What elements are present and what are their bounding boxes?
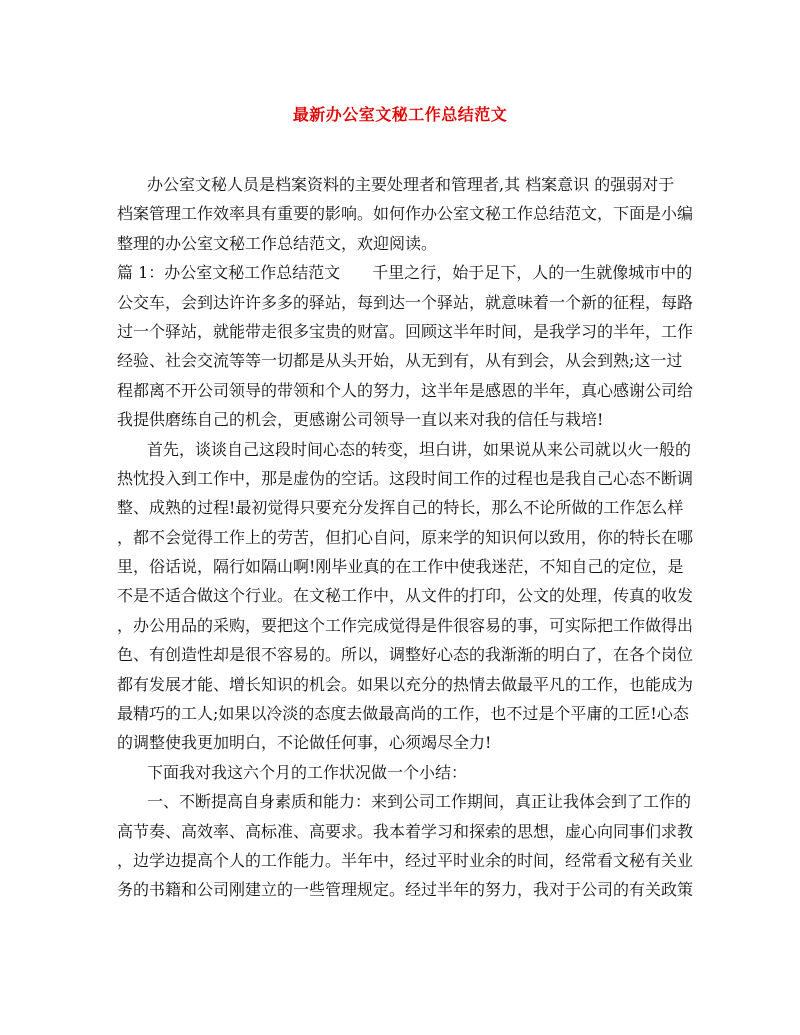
- text-line: 我提供磨练自己的机会，更感谢公司领导一直以来对我的信任与栽培!: [117, 410, 604, 430]
- text-line: ，都不会觉得工作上的劳苦，但扪心自问，原来学的知识何以致用，你的特长在哪: [117, 527, 694, 547]
- text-line: 过一个驿站，就能带走很多宝贵的财富。回顾这半年时间，是我学习的半年，工作: [117, 321, 694, 341]
- text-line: ，办公用品的采购，要把这个工作完成觉得是件很容易的事，可实际把工作做得出: [117, 615, 694, 635]
- document-body: [117, 170, 694, 905]
- text-line: ，边学边提高个人的工作能力。半年中，经过平时业余的时间，经常看文秘有关业: [117, 850, 694, 870]
- text-line: 色、有创造性却是很不容易的。所以，调整好心态的我渐渐的明白了，在各个岗位: [117, 645, 694, 665]
- text-line: 经验、社会交流等等一切都是从头开始，从无到有，从有到会，从会到熟;这一过: [117, 351, 683, 371]
- text-line: 都有发展才能、增长知识的机会。如果以充分的热情去做最平凡的工作，也能成为: [117, 674, 694, 694]
- text-line: 整、成熟的过程!最初觉得只要充分发挥自己的特长，那么不论所做的工作怎么样: [117, 498, 684, 518]
- text-line: 热忱投入到工作中，那是虚伪的空话。这段时间工作的过程也是我自己心态不断调: [117, 468, 694, 488]
- text-line: 最精巧的工人;如果以冷淡的态度去做最高尚的工作，也不过是个平庸的工匠!心态: [117, 704, 689, 724]
- text-line: 务的书籍和公司刚建立的一些管理规定。经过半年的努力，我对于公司的有关政策: [117, 880, 694, 900]
- text-line: 不是不适合做这个行业。在文秘工作中，从文件的打印，公文的处理，传真的收发: [117, 586, 694, 606]
- text-line: 高节奏、高效率、高标准、高要求。我本着学习和探索的思想，虚心向同事们求教: [117, 821, 694, 841]
- text-line: 办公室文秘人员是档案资料的主要处理者和管理者,其 档案意识 的强弱对于: [147, 175, 675, 194]
- text-line: 档案管理工作效率具有重要的影响。如何作办公室文秘工作总结范文，下面是小编: [117, 204, 694, 224]
- text-line: 程都离不开公司领导的带领和个人的努力，这半年是感恩的半年，真心感谢公司给: [117, 380, 694, 400]
- text-line: 整理的办公室文秘工作总结范文，欢迎阅读。: [117, 233, 438, 253]
- text-line: 里，俗话说，隔行如隔山啊!刚毕业真的在工作中使我迷茫，不知自己的定位，是: [117, 557, 684, 577]
- text-line: 下面我对我这六个月的工作状况做一个小结：: [147, 762, 468, 782]
- text-line: 公交车，会到达许许多多的驿站，每到达一个驿站，就意味着一个新的征程，每路: [117, 292, 694, 312]
- text-line: 一、不断提高自身素质和能力：来到公司工作期间，真正让我体会到了工作的: [147, 792, 692, 812]
- document-title: 最新办公室文秘工作总结范文: [292, 105, 508, 124]
- text-line: 的调整使我更加明白，不论做任何事，心须竭尽全力!: [117, 733, 492, 753]
- text-line: 篇 1：办公室文秘工作总结范文 千里之行，始于足下，人的一生就像城市中的: [117, 263, 693, 283]
- text-line: 首先，谈谈自己这段时间心态的转变，坦白讲，如果说从来公司就以火一般的: [147, 439, 692, 459]
